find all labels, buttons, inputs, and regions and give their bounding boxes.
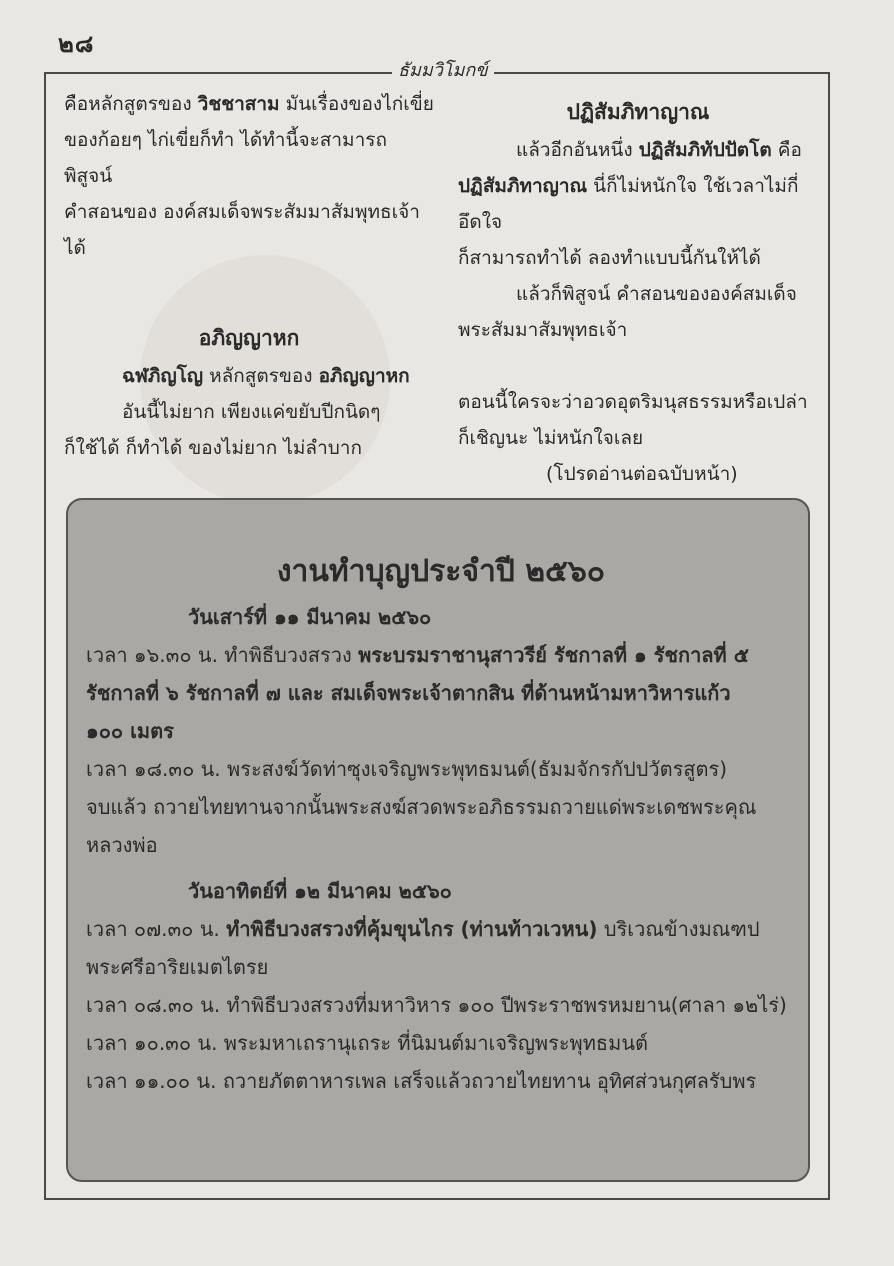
right-line-3: ก็สามารถทำได้ ลองทำแบบนี้กันให้ได้ [458,247,761,269]
running-title: ธัมมวิโมกข์ [392,58,494,84]
event-item-1-cont: รัชกาลที่ ๖ รัชกาลที่ ๗ และ สมเด็จพระเจ้าตากสิน ที่ด้านหน้ามหาวิหารแก้ว [86,681,731,705]
right-column [458,92,818,492]
event-item-3 [86,910,796,948]
event-item-3-cont: พระศรีอาริยเมตไตรย [86,955,269,979]
text-bold: ปฏิสัมภิทัปปัตโต [638,139,772,161]
text: มันเรื่องของไก่เขี่ย [279,93,434,115]
event-item-2: เวลา ๑๘.๓๐ น. พระสงฆ์วัดท่าซุงเจริญพระพุทธมนต์(ธัมมจักรกัปปวัตรสูตร) [86,757,728,781]
left-line-4 [64,358,434,394]
left-line-1 [64,86,434,122]
spacer [458,348,818,384]
event-title: งานทำบุญประจำปี ๒๕๖๐ [276,554,606,589]
right-line-5: พระสัมมาสัมพุทธเจ้า [458,319,628,341]
text: คือหลักสูตรของ [64,93,198,115]
right-line-6: ตอนนี้ใครจะว่าอวดอุตริมนุสธรรมหรือเปล่า [458,391,808,413]
text: เวลา ๐๗.๓๐ น. [86,917,227,941]
event-item-2-cont: จบแล้ว ถวายไทยทานจากนั้นพระสงฆ์สวดพระอภิธรรมถวายแด่พระเดชพระคุณ [86,795,757,819]
right-line-2 [458,168,818,240]
event-item-2-cont2: หลวงพ่อ [86,833,158,857]
text: คือ [771,139,802,161]
continued-note: (โปรดอ่านต่อฉบับหน้า) [546,463,738,485]
text: แล้วอีกอันหนึ่ง [516,139,639,161]
event-content [86,550,796,1100]
event-item-5: เวลา ๑๐.๓๐ น. พระมหาเถรานุเถระ ที่นิมนต์มาเจริญพระพุทธมนต์ [86,1031,648,1055]
event-date-1: วันเสาร์ที่ ๑๑ มีนาคม ๒๕๖๐ [188,605,432,629]
text: บริเวณข้างมณฑป [597,917,760,941]
spacer [64,266,434,318]
event-item-6: เวลา ๑๑.๐๐ น. ถวายภัตตาหารเพล เสร็จแล้วถวายไทยทาน อุทิศส่วนกุศลรับพร [86,1069,757,1093]
right-line-4: แล้วก็พิสูจน์ คำสอนขององค์สมเด็จ [516,283,797,305]
left-column [64,86,434,466]
text-bold: พระบรมราชานุสาวรีย์ รัชกาลที่ ๑ รัชกาลที่ ๕ [358,643,749,667]
text-bold: อภิญญาหก [318,365,410,387]
heading-abhinna: อภิญญาหก [198,326,300,350]
event-item-1-cont2: ๑๐๐ เมตร [86,719,174,743]
right-line-7: ก็เชิญนะ ไม่หนักใจเลย [458,427,644,449]
right-line-1 [458,132,818,168]
page-number: ๒๘ [58,30,95,58]
event-announcement-box [66,498,810,1182]
spacer [86,864,796,872]
text: หลักสูตรของ [203,365,319,387]
left-line-3: คำสอนของ องค์สมเด็จพระสัมมาสัมพุทธเจ้าได้ [64,201,420,259]
left-line-2: ของก้อยๆ ไก่เขี่ยก็ทำ ได้ทำนี้จะสามารถพิสูจน์ [64,129,387,187]
text-bold: ทำพิธีบวงสรวงที่คุ้มขุนไกร (ท่านท้าวเวหน) [226,917,598,941]
text-bold: วิชชาสาม [197,93,280,115]
left-line-6: ก็ใช้ได้ ก็ทำได้ ของไม่ยาก ไม่ลำบาก [64,437,362,459]
event-item-4: เวลา ๐๘.๓๐ น. ทำพิธีบวงสรวงที่มหาวิหาร ๑๐๐ ปีพระราชพรหมยาน(ศาลา ๑๒ไร่) [86,993,787,1017]
text: นี่ก็ไม่หนักใจ ใช้เวลาไม่กี่อึดใจ [458,175,799,233]
heading-patisambhida: ปฏิสัมภิทาญาณ [566,100,710,124]
text: เวลา ๑๖.๓๐ น. ทำพิธีบวงสรวง [86,643,359,667]
text-bold: ฉฬภิญโญ [122,365,204,387]
left-line-5: อันนี้ไม่ยาก เพียงแค่ขยับปีกนิดๆ [122,401,381,423]
text-bold: ปฏิสัมภิทาญาณ [458,175,588,197]
event-item-1 [86,636,796,674]
event-date-2: วันอาทิตย์ที่ ๑๒ มีนาคม ๒๕๖๐ [188,879,452,903]
